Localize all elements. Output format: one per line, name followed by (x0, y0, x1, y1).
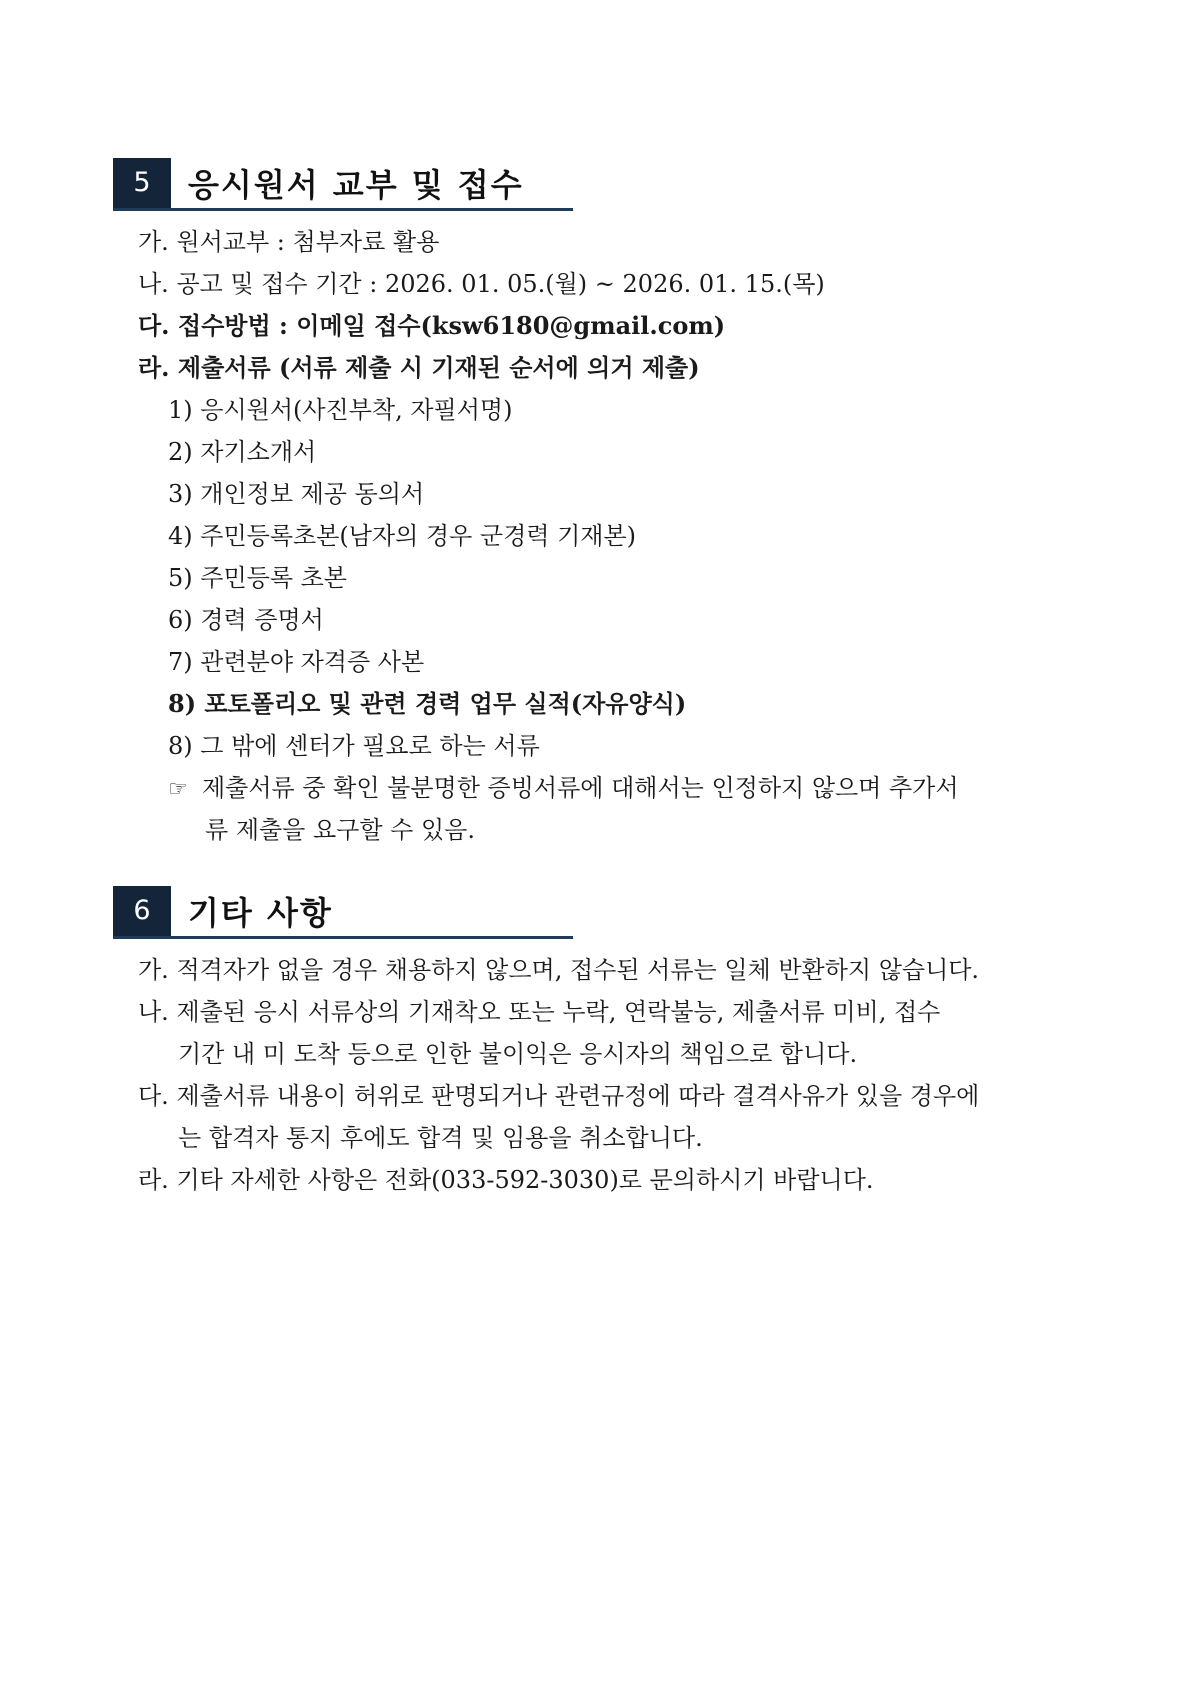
document-item: 8) 그 밖에 센터가 필요로 하는 서류 (168, 732, 540, 760)
other-item-na: 나. 제출된 응시 서류상의 기재착오 또는 누락, 연락불능, 제출서류 미비, 접수 (138, 998, 941, 1026)
section-6-body (113, 949, 1093, 1201)
document-item: 3) 개인정보 제공 동의서 (168, 480, 425, 508)
document-item: 2) 자기소개서 (168, 438, 317, 466)
section-6-title: 기타 사항 (188, 894, 333, 932)
document-item: 7) 관련분야 자격증 사본 (168, 648, 425, 676)
section-6 (113, 886, 1093, 1201)
document-item: 4) 주민등록초본(남자의 경우 군경력 기재본) (168, 522, 637, 550)
note-text: 제출서류 중 확인 불분명한 증빙서류에 대해서는 인정하지 않으며 추가서 (202, 774, 959, 802)
section-5-title: 응시원서 교부 및 접수 (188, 166, 524, 204)
application-period-line: 나. 공고 및 접수 기간 : 2026. 01. 05.(월) ~ 2026. 01. 15.(목) (138, 270, 825, 298)
other-item-na-continuation: 기간 내 미 도착 등으로 인한 불이익은 응시자의 책임으로 합니다. (178, 1040, 858, 1068)
section-5-header (113, 158, 573, 211)
section-5-body (113, 221, 1093, 851)
document-item: 1) 응시원서(사진부착, 자필서명) (168, 396, 513, 424)
required-documents-line: 라. 제출서류 (서류 제출 시 기재된 순서에 의거 제출) (138, 353, 700, 382)
other-item-ga: 가. 적격자가 없을 경우 채용하지 않으며, 접수된 서류는 일체 반환하지 않습니다. (138, 956, 980, 984)
document-item: 5) 주민등록 초본 (168, 564, 347, 592)
note-continuation: 류 제출을 요구할 수 있음. (205, 816, 475, 844)
application-method-line: 다. 접수방법 : 이메일 접수(ksw6180@gmail.com) (138, 311, 726, 340)
document-item-portfolio: 8) 포토폴리오 및 관련 경력 업무 실적(자유양식) (168, 689, 687, 718)
application-distribution-line: 가. 원서교부 : 첨부자료 활용 (138, 228, 440, 256)
note-line (113, 767, 1093, 809)
other-item-da: 다. 제출서류 내용이 허위로 판명되거나 관련규정에 따라 결격사유가 있을 경우에 (138, 1082, 980, 1110)
other-item-ra: 라. 기타 자세한 사항은 전화(033-592-3030)로 문의하시기 바랍니다. (138, 1166, 874, 1194)
document-item: 6) 경력 증명서 (168, 606, 324, 634)
section-6-header (113, 886, 573, 939)
other-item-da-continuation: 는 합격자 통지 후에도 합격 및 임용을 취소합니다. (178, 1124, 703, 1152)
section-5 (113, 158, 1093, 851)
section-6-number: 6 (113, 886, 171, 936)
section-5-number: 5 (113, 158, 171, 208)
pointing-hand-icon: ☞ (168, 777, 188, 802)
